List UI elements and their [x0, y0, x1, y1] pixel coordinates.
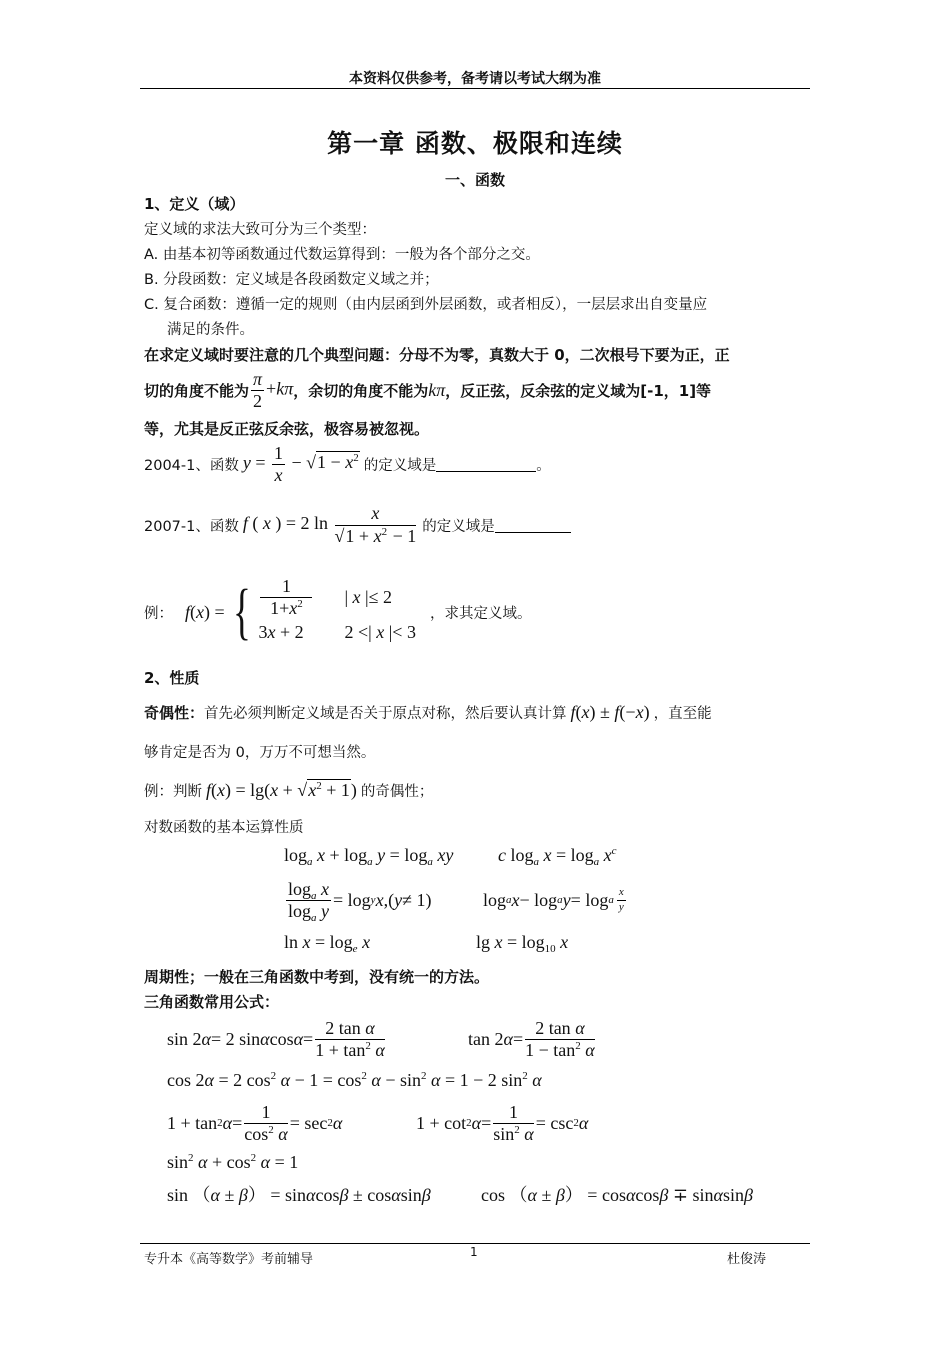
footer-left: 专升本《高等数学》考前辅导	[144, 1252, 314, 1267]
formula-tan2a: tan 2 α = $\frac{\text{2 tan α}}{1 - \tan^2 \alpha}$	[468, 1017, 595, 1060]
trig-formulas-title: 三角函数常用公式：	[144, 993, 280, 1011]
section-heading: 一、函数	[444, 171, 505, 189]
brace-icon: {	[232, 578, 251, 646]
item-c-line2: 满足的条件。	[167, 322, 254, 338]
question-2004	[144, 442, 551, 486]
parity-line1	[144, 700, 712, 724]
formula-piecewise-lhs: f(x) =	[185, 601, 225, 622]
example1-prefix: 例：	[144, 605, 173, 622]
formula-sec: 1 + tan 2 α = $\frac{1}{\cos^2 \alpha}$ = sec 2 α	[167, 1101, 343, 1144]
parity-line2: 够肯定是否为 0，万万不可想当然。	[144, 745, 376, 761]
notice-line2	[144, 368, 711, 412]
periodicity-text: 周期性；一般在三角函数中考到，没有统一的方法。	[144, 968, 490, 986]
question-2004-prefix: 2004-1、函数	[144, 457, 239, 474]
formula-pythagorean: $\sin^2 \alpha + \cos^2 \alpha = 1$	[167, 1152, 299, 1172]
parity-text-a: 首先必须判断定义域是否关于原点对称，然后要认真计算	[204, 705, 567, 722]
notice-line2-b: ，余切的角度不能为	[293, 381, 429, 400]
formula-piecewise-cases: $\frac{1}{1+x^2}$ | x |≤ 2 3x + 2 2 <| x |< 3	[258, 575, 416, 642]
formula-log-power: c $\log_a x = \log_a x^c$	[498, 845, 617, 868]
formula-pi-over-2: $\frac{\pi}{2}$ +kπ	[253, 368, 294, 411]
notice-line2-c: ，反正弦，反余弦的定义域为[-1，1]等	[445, 381, 712, 400]
formula-sin2a: sin 2 α = 2 sin α cos α = $\frac{\text{2 tan α}}{1 + \tan^2 \alpha}$	[167, 1017, 385, 1060]
example-parity	[144, 776, 433, 804]
subsection-properties: 2、性质	[144, 669, 200, 687]
notice-line2-a: 切的角度不能为	[144, 381, 250, 400]
formula-cos-sum: cos （α ± β） = cosαcosβ ∓ sinαsinβ	[481, 1185, 753, 1205]
formula-lg-base10: $\lg x = \log_{10} x$	[476, 932, 569, 955]
formula-2004: y = $\frac{1}{x}$ − $√1 - x^2$	[242, 442, 359, 485]
example2-suffix: 的奇偶性；	[360, 783, 434, 800]
notice-line1: 在求定义域时要注意的几个典型问题：分母不为零，真数大于 0，二次根号下要为正，正	[144, 346, 730, 364]
formula-sin-sum: sin （α ± β） = sinαcosβ ± cosαsinβ	[167, 1185, 431, 1205]
header-rule	[140, 88, 810, 89]
formula-cos2a: cos 2α = 2 $\cos^2 \alpha - 1 = \cos^2 \alpha - \sin^2 \alpha = 1 - 2$ $\sin^2 \alpha$	[167, 1070, 542, 1090]
formula-log-quotient: log a x − log a y = log a $\frac{x}{y}$	[483, 886, 624, 913]
formula-csc: 1 + cot 2 α = $\frac{1}{\sin^2 \alpha}$ = csc 2 α	[416, 1101, 589, 1144]
formula-kpi: kπ	[428, 379, 446, 400]
example2-prefix: 例：判断	[144, 783, 202, 800]
formula-2007: f ( x ) = 2 ln $\frac{x}{√1 + x^2 - 1}$	[242, 503, 417, 546]
formula-log-change-base: $\frac{\log_a x}{\log_a y}$ = log y x ,( y ≠ 1)	[288, 878, 432, 924]
page-number: 1	[470, 1245, 478, 1259]
chapter-title: 第一章 函数、极限和连续	[327, 129, 623, 158]
question-2004-end: 。	[536, 457, 551, 474]
formula-parity: f(x) ± f(−x)	[570, 701, 650, 722]
parity-label: 奇偶性：	[144, 703, 205, 722]
subsection-definition: 1、定义（域）	[144, 195, 245, 213]
question-2007-suffix: 的定义域是	[422, 518, 495, 535]
log-properties-title: 对数函数的基本运算性质	[144, 820, 304, 836]
notice-line3: 等，尤其是反正弦反余弦，极容易被忽视。	[144, 420, 430, 438]
footer-author: 杜俊涛	[727, 1252, 767, 1267]
answer-blank-2004[interactable]	[436, 457, 536, 472]
formula-log-product: $\log_a x + \log_a y = \log_a$ xy	[284, 845, 454, 868]
example1-suffix: ，求其定义域。	[429, 605, 532, 622]
question-2007-prefix: 2007-1、函数	[144, 518, 239, 535]
question-2007	[144, 500, 571, 550]
footer-rule	[140, 1243, 810, 1244]
formula-lg: $f(x) = \lg(x + √x^2 + 1)$	[206, 779, 357, 800]
answer-blank-2007[interactable]	[495, 518, 571, 533]
item-c-line1: C. 复合函数：遵循一定的规则（由内层函到外层函数，或者相反），一层层求出自变量应	[144, 297, 708, 313]
parity-text-b: ，直至能	[653, 705, 712, 722]
item-a: A. 由基本初等函数通过代数运算得到：一般为各个部分之交。	[144, 247, 540, 263]
item-b: B. 分段函数：定义域是各段函数定义域之并；	[144, 272, 439, 288]
page-header: 本资料仅供参考，备考请以考试大纲为准	[349, 71, 601, 87]
example-piecewise	[144, 572, 531, 652]
question-2004-suffix: 的定义域是	[363, 457, 437, 474]
intro-text: 定义域的求法大致可分为三个类型：	[144, 222, 376, 238]
formula-ln: $\ln x = \log_e x$	[284, 932, 371, 955]
